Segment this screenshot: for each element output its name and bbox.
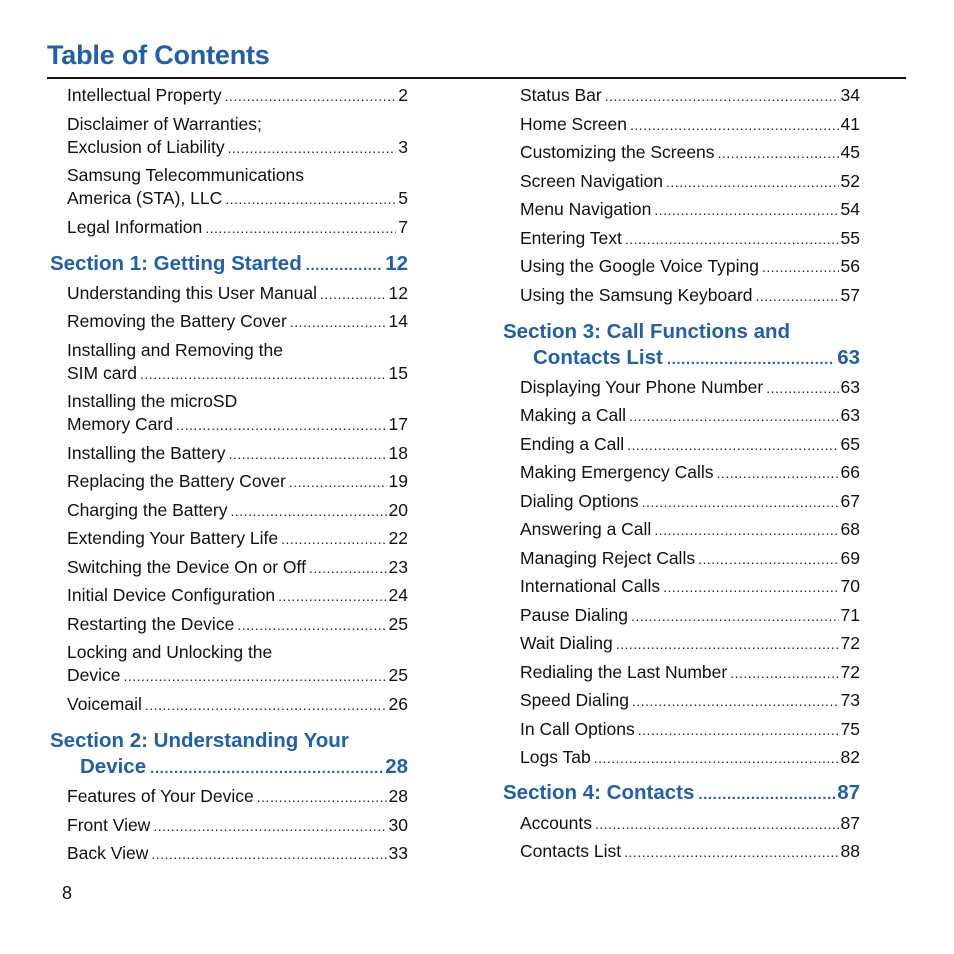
toc-entry[interactable] <box>67 282 408 306</box>
leader-dots <box>306 253 383 279</box>
toc-entry-label: Removing the Battery Cover <box>67 311 287 331</box>
leader-dots <box>237 614 386 637</box>
leader-dots <box>717 462 839 485</box>
toc-entry-page: 15 <box>388 363 408 383</box>
toc-entry[interactable] <box>67 113 408 160</box>
leader-dots <box>762 256 839 279</box>
toc-entry-page: 5 <box>398 188 408 208</box>
toc-entry-page: 63 <box>840 405 860 425</box>
toc-section-heading[interactable] <box>503 319 860 373</box>
toc-entry[interactable] <box>67 216 408 240</box>
toc-entry[interactable] <box>520 689 860 713</box>
leader-dots <box>140 363 387 386</box>
toc-entry[interactable] <box>520 575 860 599</box>
toc-entry[interactable] <box>67 584 408 608</box>
toc-entry-page: 68 <box>840 519 860 539</box>
toc-entry-label-first-line: Installing and Removing the <box>67 340 283 360</box>
toc-entry-label: Managing Reject Calls <box>520 548 696 568</box>
leader-dots <box>630 114 839 137</box>
leader-dots <box>663 576 838 599</box>
toc-entry-page: 73 <box>840 690 860 710</box>
toc-section-heading[interactable] <box>503 780 860 808</box>
toc-entry[interactable] <box>67 390 408 437</box>
toc-entry-page: 82 <box>840 747 860 767</box>
toc-section-heading[interactable] <box>50 728 408 782</box>
toc-entry-page: 72 <box>840 633 860 653</box>
toc-entry-label: Ending a Call <box>520 434 625 454</box>
toc-entry-page: 52 <box>840 171 860 191</box>
leader-dots <box>698 548 838 571</box>
toc-entry[interactable] <box>520 661 860 685</box>
toc-entry[interactable] <box>67 442 408 466</box>
toc-entry-label: Legal Information <box>67 217 203 237</box>
toc-entry-page: 19 <box>388 471 408 491</box>
toc-entry-page: 17 <box>388 414 408 434</box>
leader-dots <box>124 665 387 688</box>
toc-entry-label: Switching the Device On or Off <box>67 557 306 577</box>
toc-entry-label: Home Screen <box>520 114 627 134</box>
toc-entry-label: Using the Google Voice Typing <box>520 256 760 276</box>
toc-entry-label: Replacing the Battery Cover <box>67 471 286 491</box>
toc-entry[interactable] <box>520 490 860 514</box>
toc-entry-label: Displaying Your Phone Number <box>520 377 764 397</box>
toc-entry-page: 66 <box>840 462 860 482</box>
leader-dots <box>616 633 839 656</box>
leader-dots <box>150 756 383 782</box>
toc-entry-label: Wait Dialing <box>520 633 613 653</box>
toc-entry-label: Making a Call <box>520 405 627 425</box>
toc-entry-page: 24 <box>388 585 408 605</box>
leader-dots <box>631 605 839 628</box>
toc-entry[interactable] <box>520 170 860 194</box>
toc-entry-label: Logs Tab <box>520 747 591 767</box>
title-divider <box>47 77 906 79</box>
leader-dots <box>225 85 397 108</box>
toc-entry-label: SIM card <box>67 363 138 383</box>
leader-dots <box>638 719 839 742</box>
toc-entry-label: Front View <box>67 815 151 835</box>
toc-entry[interactable] <box>520 284 860 308</box>
toc-entry[interactable] <box>67 164 408 211</box>
toc-entry[interactable] <box>67 499 408 523</box>
toc-section-heading[interactable] <box>50 251 408 279</box>
toc-entry-label: Intellectual Property <box>67 85 222 105</box>
toc-entry-label: Restarting the Device <box>67 614 235 634</box>
toc-entry-label: Accounts <box>520 813 592 833</box>
toc-entry[interactable] <box>67 556 408 580</box>
toc-entry-label-first-line: Disclaimer of Warranties; <box>67 114 262 134</box>
toc-entry[interactable] <box>520 746 860 770</box>
leader-dots <box>666 171 839 194</box>
leader-dots <box>605 85 839 108</box>
toc-entry[interactable] <box>520 227 860 251</box>
toc-entry-page: 67 <box>840 491 860 511</box>
toc-entry-page: 14 <box>388 311 408 331</box>
leader-dots <box>176 414 387 437</box>
leader-dots <box>667 347 835 373</box>
leader-dots <box>289 471 387 494</box>
toc-entry-page: 25 <box>388 665 408 685</box>
toc-entry-label: Features of Your Device <box>67 786 254 806</box>
toc-entry[interactable] <box>520 141 860 165</box>
toc-entry-label: America (STA), LLC <box>67 188 223 208</box>
toc-entry[interactable] <box>67 339 408 386</box>
toc-entry[interactable] <box>67 84 408 108</box>
toc-entry-page: 28 <box>388 786 408 806</box>
leader-dots <box>718 142 839 165</box>
toc-section-label-first-line: Section 2: Understanding Your <box>50 729 349 752</box>
toc-entry-label: Back View <box>67 843 149 863</box>
toc-entry-page: 2 <box>398 85 408 105</box>
leader-dots <box>151 843 386 866</box>
toc-entry-label-first-line: Samsung Telecommunications <box>67 165 305 185</box>
toc-entry-label: Voicemail <box>67 694 142 714</box>
toc-entry-page: 18 <box>388 443 408 463</box>
toc-entry-label: Redialing the Last Number <box>520 662 728 682</box>
toc-entry-page: 65 <box>840 434 860 454</box>
toc-entry[interactable] <box>520 718 860 742</box>
toc-entry-page: 26 <box>388 694 408 714</box>
toc-section-page: 63 <box>837 346 860 369</box>
toc-entry[interactable] <box>67 693 408 717</box>
toc-entry[interactable] <box>520 461 860 485</box>
toc-entry[interactable] <box>520 812 860 836</box>
leader-dots <box>278 585 386 608</box>
leader-dots <box>229 443 387 466</box>
leader-dots <box>257 786 387 809</box>
toc-entry-page: 41 <box>840 114 860 134</box>
toc-entry-label: Understanding this User Manual <box>67 283 317 303</box>
toc-section-page: 87 <box>837 781 860 804</box>
leader-dots <box>309 557 387 580</box>
leader-dots <box>320 283 387 306</box>
toc-entry-page: 63 <box>840 377 860 397</box>
toc-entry[interactable] <box>520 198 860 222</box>
toc-entry[interactable] <box>520 840 860 864</box>
toc-entry-label-first-line: Locking and Unlocking the <box>67 642 273 662</box>
leader-dots <box>281 528 386 551</box>
toc-entry[interactable] <box>520 113 860 137</box>
toc-entry[interactable] <box>67 842 408 866</box>
toc-section-label: Section 4: Contacts <box>503 781 695 804</box>
toc-entry-page: 25 <box>388 614 408 634</box>
toc-entry-label: In Call Options <box>520 719 635 739</box>
toc-section-label: Section 1: Getting Started <box>50 252 302 275</box>
page-number: 8 <box>62 883 73 903</box>
toc-section-page: 28 <box>385 755 408 778</box>
toc-entry-label: Device <box>67 665 121 685</box>
toc-entry-page: 22 <box>388 528 408 548</box>
toc-entry-page: 54 <box>840 199 860 219</box>
toc-entry[interactable] <box>520 547 860 571</box>
toc-entry-page: 88 <box>840 841 860 861</box>
leader-dots <box>730 662 838 685</box>
toc-entry-page: 72 <box>840 662 860 682</box>
toc-entry[interactable] <box>520 518 860 542</box>
toc-entry-label: Making Emergency Calls <box>520 462 714 482</box>
toc-entry-page: 57 <box>840 285 860 305</box>
leader-dots <box>624 841 838 864</box>
leader-dots <box>595 813 839 836</box>
leader-dots <box>625 228 839 251</box>
toc-entry-label: Memory Card <box>67 414 173 434</box>
leader-dots <box>205 217 396 240</box>
toc-entry[interactable] <box>67 613 408 637</box>
toc-entry[interactable] <box>520 433 860 457</box>
toc-entry[interactable] <box>520 84 860 108</box>
leader-dots <box>632 690 839 713</box>
toc-entry-page: 20 <box>388 500 408 520</box>
toc-entry-label: Installing the Battery <box>67 443 226 463</box>
toc-entry-page: 75 <box>840 719 860 739</box>
toc-entry[interactable] <box>67 470 408 494</box>
toc-entry-page: 33 <box>388 843 408 863</box>
toc-entry[interactable] <box>67 527 408 551</box>
toc-entry-page: 30 <box>388 815 408 835</box>
toc-entry[interactable] <box>520 376 860 400</box>
toc-entry-page: 56 <box>840 256 860 276</box>
leader-dots <box>756 285 839 308</box>
toc-entry-label: Extending Your Battery Life <box>67 528 279 548</box>
toc-entry-page: 71 <box>840 605 860 625</box>
toc-entry-label: Contacts List <box>520 841 622 861</box>
toc-section-label: Device <box>80 755 147 778</box>
toc-entry-label-first-line: Installing the microSD <box>67 391 238 411</box>
leader-dots <box>145 694 387 717</box>
toc-entry-label: Charging the Battery <box>67 500 228 520</box>
toc-entry-label: Answering a Call <box>520 519 652 539</box>
toc-entry[interactable] <box>520 255 860 279</box>
leader-dots <box>594 747 839 770</box>
toc-entry-label: Entering Text <box>520 228 622 248</box>
toc-section-page: 12 <box>385 252 408 275</box>
toc-entry-label: Exclusion of Liability <box>67 137 225 157</box>
toc-entry-page: 23 <box>388 557 408 577</box>
toc-entry[interactable] <box>520 604 860 628</box>
toc-entry-label: Dialing Options <box>520 491 639 511</box>
toc-entry-label: Pause Dialing <box>520 605 628 625</box>
toc-entry-label: Speed Dialing <box>520 690 629 710</box>
toc-entry[interactable] <box>67 785 408 809</box>
toc-entry-page: 69 <box>840 548 860 568</box>
toc-section-label-first-line: Section 3: Call Functions and <box>503 320 791 343</box>
leader-dots <box>698 782 835 808</box>
toc-entry-label: Screen Navigation <box>520 171 663 191</box>
toc-entry[interactable] <box>520 632 860 656</box>
page-title: Table of Contents <box>47 40 270 70</box>
toc-entry-page: 70 <box>840 576 860 596</box>
toc-entry[interactable] <box>520 404 860 428</box>
toc-entry-page: 55 <box>840 228 860 248</box>
toc-entry-page: 45 <box>840 142 860 162</box>
leader-dots <box>153 815 386 838</box>
leader-dots <box>228 137 397 160</box>
toc-entry-label: Using the Samsung Keyboard <box>520 285 753 305</box>
leader-dots <box>629 405 839 428</box>
leader-dots <box>290 311 387 334</box>
toc-entry[interactable] <box>67 641 408 688</box>
toc-entry-label: Status Bar <box>520 85 602 105</box>
leader-dots <box>231 500 387 523</box>
leader-dots <box>654 519 838 542</box>
toc-entry[interactable] <box>67 310 408 334</box>
toc-entry-label: International Calls <box>520 576 661 596</box>
toc-entry-page: 7 <box>398 217 408 237</box>
toc-section-label: Contacts List <box>533 346 663 369</box>
leader-dots <box>225 188 396 211</box>
toc-entry-page: 87 <box>840 813 860 833</box>
toc-entry-label: Menu Navigation <box>520 199 652 219</box>
toc-entry-page: 12 <box>388 283 408 303</box>
leader-dots <box>654 199 838 222</box>
toc-entry-page: 34 <box>840 85 860 105</box>
toc-entry-label: Initial Device Configuration <box>67 585 276 605</box>
leader-dots <box>642 491 839 514</box>
toc-entry-label: Customizing the Screens <box>520 142 715 162</box>
toc-entry[interactable] <box>67 814 408 838</box>
leader-dots <box>766 377 838 400</box>
toc-entry-page: 3 <box>398 137 408 157</box>
leader-dots <box>627 434 838 457</box>
